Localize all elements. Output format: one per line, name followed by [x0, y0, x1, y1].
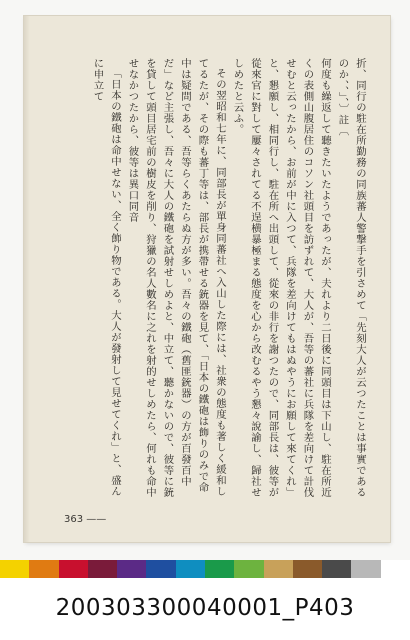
color-swatch [117, 560, 146, 578]
color-swatch [88, 560, 117, 578]
page-number: 363 —— [64, 514, 107, 525]
color-swatch [322, 560, 351, 578]
color-swatch [0, 560, 29, 578]
color-swatch [351, 560, 380, 578]
color-swatch [234, 560, 263, 578]
archive-id-caption: 200303300040001_P403 [55, 595, 355, 621]
text-paragraph-3: その翌昭和七年に、同部長が單身同蕃社へ入山した際には、社衆の態度も著しく緩和してるたが、その際も蕃丁等は、部長が携帶せる銃器を見て、「日本の鐵砲は飾りのみで命中は疑問である、吾等らくあたらぬ方が多い。吾々の鐵砲（舊匪銃器）の方が百發百中だ」など主張し、吾々に大人の鐵砲を試射せしめよと、中立て、聽かないので、彼等に銃を貸して頭目居宅前の樹皮を削り、狩獵の名人數名に之れを射的せしめたら、何れも命中せなかつたから、彼等は異口同音 [126, 58, 226, 498]
color-calibration-bar [0, 560, 410, 578]
text-paragraph-2: 何度も繰返して聽きたいたようであったが、夫れより二日後に同頭目は下山し、駐在所近くの表側山腹居住のコソン社頭目を訪ずれて、大人が、吾等の蕃社に兵隊を差向けて計伐せむと云ったから、お前が中に入つて、兵隊を差向けてもはぬやうにお願して來てくれ」と、懇願し、相同行し、駐在所へ出頭して、從來の非行を謝つたので、同部長は、彼等が從來官に對して屢々されてる不逞横暴極まる態度を心から改むるやう懇々說諭し、歸社せしめたと云ふ。 [231, 58, 331, 498]
color-swatch [29, 560, 58, 578]
text-paragraph-4: 「日本の鐵砲は命中せない、全く飾り物である。大人が發射して見せてくれ」と、盛んに申立て [91, 58, 121, 498]
color-swatch [205, 560, 234, 578]
color-swatch [146, 560, 175, 578]
text-paragraph-1: 折、同行の駐在所勤務の同族蕃人警撃手を引さめて「先刻大人が云つたことは事實であるのか、、」、〕註〔 [336, 58, 366, 498]
color-swatch [59, 560, 88, 578]
color-swatch [176, 560, 205, 578]
book-page [24, 16, 390, 542]
color-swatch [381, 560, 410, 578]
vertical-body-text [56, 58, 368, 503]
color-swatch [293, 560, 322, 578]
color-swatch [264, 560, 293, 578]
